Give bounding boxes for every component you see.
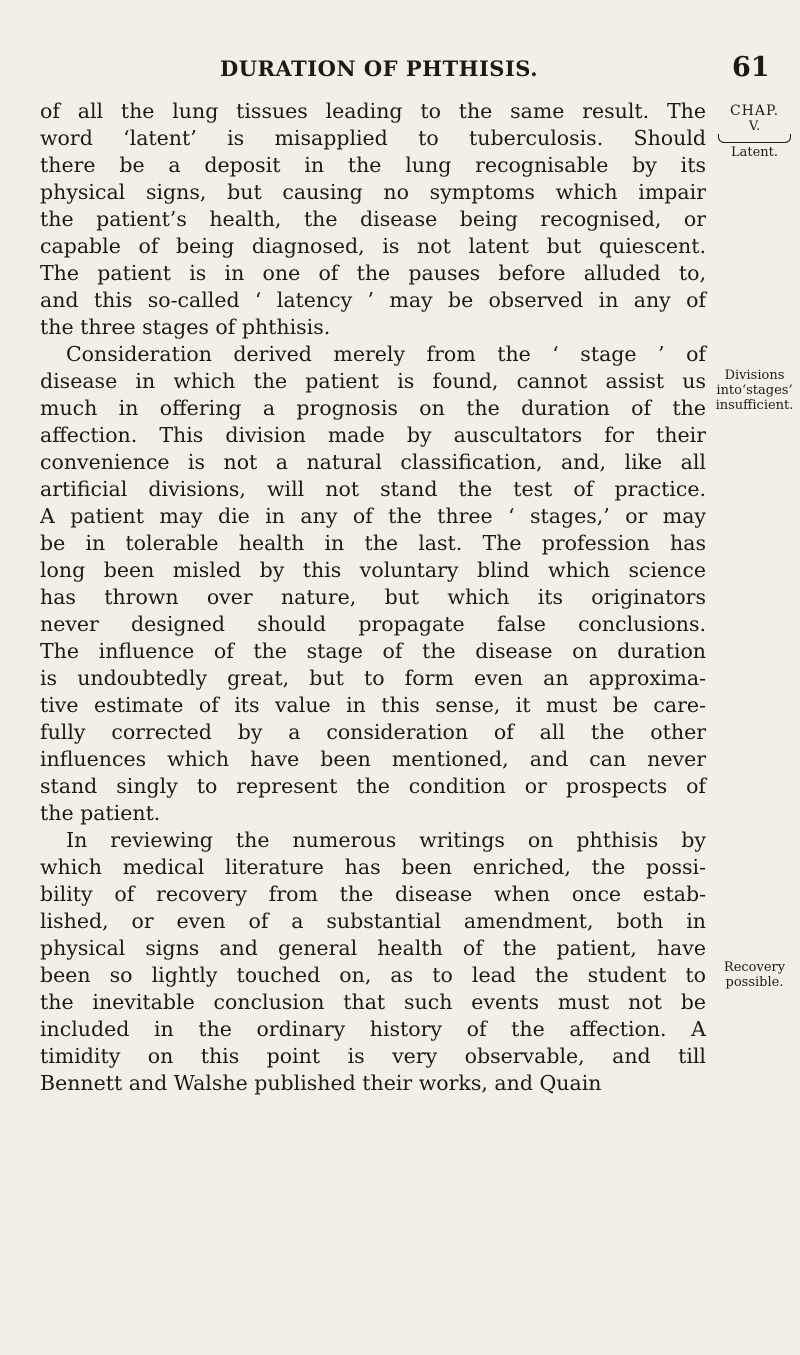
margin-note-chapter — [712, 104, 797, 160]
text-line: there be a deposit in the lung recognisable by its — [40, 153, 706, 177]
margin-note-latent: Latent. — [730, 145, 779, 160]
text-line: artificial divisions, will not stand the test of practice. — [40, 477, 706, 501]
text-line: Bennett and Walshe published their works, and Quain — [40, 1071, 602, 1095]
text-line: the patient’s health, the disease being recognised, or — [40, 207, 706, 231]
text-line: Consideration derived merely from the ‘ stage ’ of — [66, 342, 706, 366]
text-line: included in the ordinary history of the affection. A — [40, 1017, 706, 1041]
text-line: stand singly to represent the condition or prospects of — [40, 774, 706, 798]
text-line: capable of being diagnosed, is not latent but quiescent. — [40, 234, 706, 258]
running-head — [0, 52, 800, 88]
chapter-label: CHAP. — [729, 103, 780, 119]
chapter-number: V. — [748, 119, 761, 134]
margin-note-recovery — [712, 960, 797, 990]
text-line: and this so-called ‘ latency ’ may be observed in any of — [40, 288, 706, 312]
text-line: physical signs, but causing no symptoms which impair — [40, 180, 706, 204]
text-line: which medical literature has been enriched, the possi- — [40, 855, 706, 879]
text-line: is undoubtedly great, but to form even an approxima- — [40, 666, 706, 690]
margin-note-divisions — [712, 368, 797, 413]
text-line: convenience is not a natural classification, and, like all — [40, 450, 706, 474]
text-line: influences which have been mentioned, and can never — [40, 747, 706, 771]
body-text — [40, 98, 706, 1097]
text-line: In reviewing the numerous writings on phthisis by — [66, 828, 706, 852]
page-number: 61 — [732, 52, 770, 83]
text-line: affection. This division made by auscultators for their — [40, 423, 706, 447]
text-line: much in offering a prognosis on the duration of the — [40, 396, 706, 420]
text-line: tive estimate of its value in this sense, it must be care- — [40, 693, 706, 717]
text-line: physical signs and general health of the patient, have — [40, 936, 706, 960]
text-line: be in tolerable health in the last. The profession has — [40, 531, 706, 555]
text-line: has thrown over nature, but which its originators — [40, 585, 706, 609]
text-line: the inevitable conclusion that such events must not be — [40, 990, 706, 1014]
paragraph — [40, 98, 706, 341]
text-line: never designed should propagate false conclusions. — [40, 612, 706, 636]
text-line: bility of recovery from the disease when once estab- — [40, 882, 706, 906]
running-title: DURATION OF PHTHISIS. — [220, 56, 539, 81]
paragraph — [40, 827, 706, 1097]
text-line: word ‘latent’ is misapplied to tuberculosis. Should — [40, 126, 706, 150]
text-line: lished, or even of a substantial amendment, both in — [40, 909, 706, 933]
chapter-brace — [718, 134, 791, 143]
margin-note-line: insufficient. — [715, 398, 794, 413]
text-line: The influence of the stage of the disease on duration — [40, 639, 706, 663]
text-line: long been misled by this voluntary blind which science — [40, 558, 706, 582]
paragraph — [40, 341, 706, 827]
text-line: A patient may die in any of the three ‘ stages,’ or may — [40, 504, 706, 528]
margin-note-line: possible. — [725, 975, 784, 990]
margin-note-line: Divisions — [724, 368, 785, 383]
text-line: been so lightly touched on, as to lead the student to — [40, 963, 706, 987]
text-line: the three stages of phthisis. — [40, 315, 331, 339]
text-line: fully corrected by a consideration of all the other — [40, 720, 706, 744]
text-line: disease in which the patient is found, cannot assist us — [40, 369, 706, 393]
text-line: timidity on this point is very observable, and till — [40, 1044, 706, 1068]
text-line: the patient. — [40, 801, 161, 825]
margin-note-line: Recovery — [723, 960, 786, 975]
text-line: The patient is in one of the pauses before alluded to, — [40, 261, 706, 285]
text-line: of all the lung tissues leading to the same result. The — [40, 99, 706, 123]
margin-note-line: into‘stages’ — [716, 383, 793, 398]
